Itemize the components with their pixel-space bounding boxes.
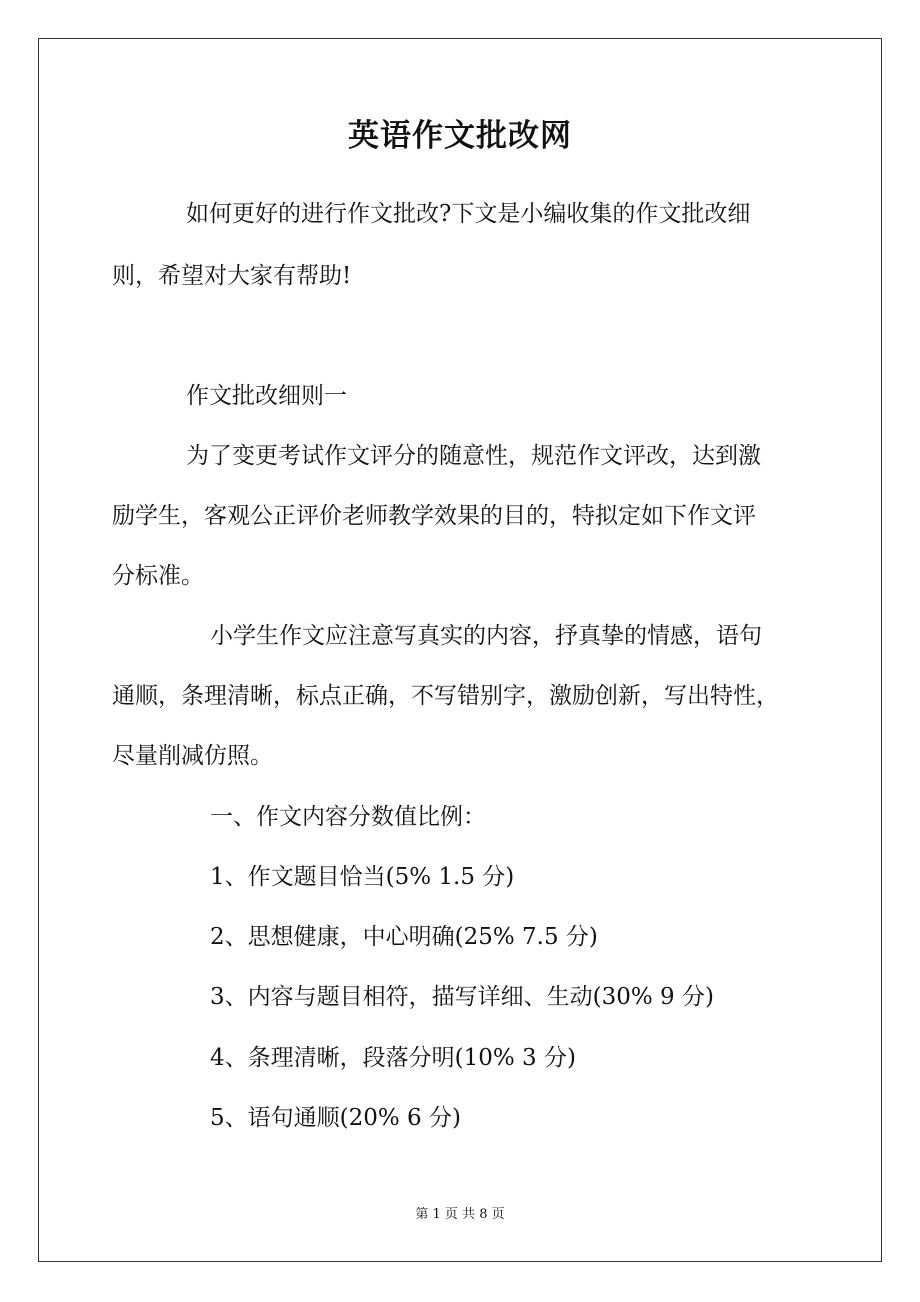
list-item: 5、语句通顺(20% 6 分) bbox=[210, 1105, 461, 1131]
para1-line-1: 为了变更考试作文评分的随意性，规范作文评改，达到激 bbox=[186, 443, 761, 469]
intro-line-1: 如何更好的进行作文批改?下文是小编收集的作文批改细 bbox=[186, 201, 751, 227]
list-heading: 一、作文内容分数值比例： bbox=[210, 804, 486, 830]
section-heading: 作文批改细则一 bbox=[186, 383, 347, 409]
document-title: 英语作文批改网 bbox=[348, 118, 572, 154]
page-footer: 第 1 页 共 8 页 bbox=[415, 1207, 505, 1222]
list-item: 2、思想健康，中心明确(25% 7.5 分) bbox=[210, 924, 598, 950]
list-item: 4、条理清晰，段落分明(10% 3 分) bbox=[210, 1045, 576, 1071]
para2-line-1: 小学生作文应注意写真实的内容，抒真挚的情感，语句 bbox=[210, 623, 762, 649]
para1-line-3: 分标准。 bbox=[112, 563, 204, 589]
list-item: 3、内容与题目相符，描写详细、生动(30% 9 分) bbox=[210, 984, 714, 1010]
intro-line-2: 则，希望对大家有帮助! bbox=[112, 263, 352, 289]
para2-line-3: 尽量削减仿照。 bbox=[112, 743, 273, 769]
para1-line-2: 励学生，客观公正评价老师教学效果的目的，特拟定如下作文评 bbox=[112, 503, 756, 529]
list-item: 1、作文题目恰当(5% 1.5 分) bbox=[210, 864, 515, 890]
para2-line-2: 通顺，条理清晰，标点正确，不写错别字，激励创新，写出特性， bbox=[112, 683, 779, 709]
